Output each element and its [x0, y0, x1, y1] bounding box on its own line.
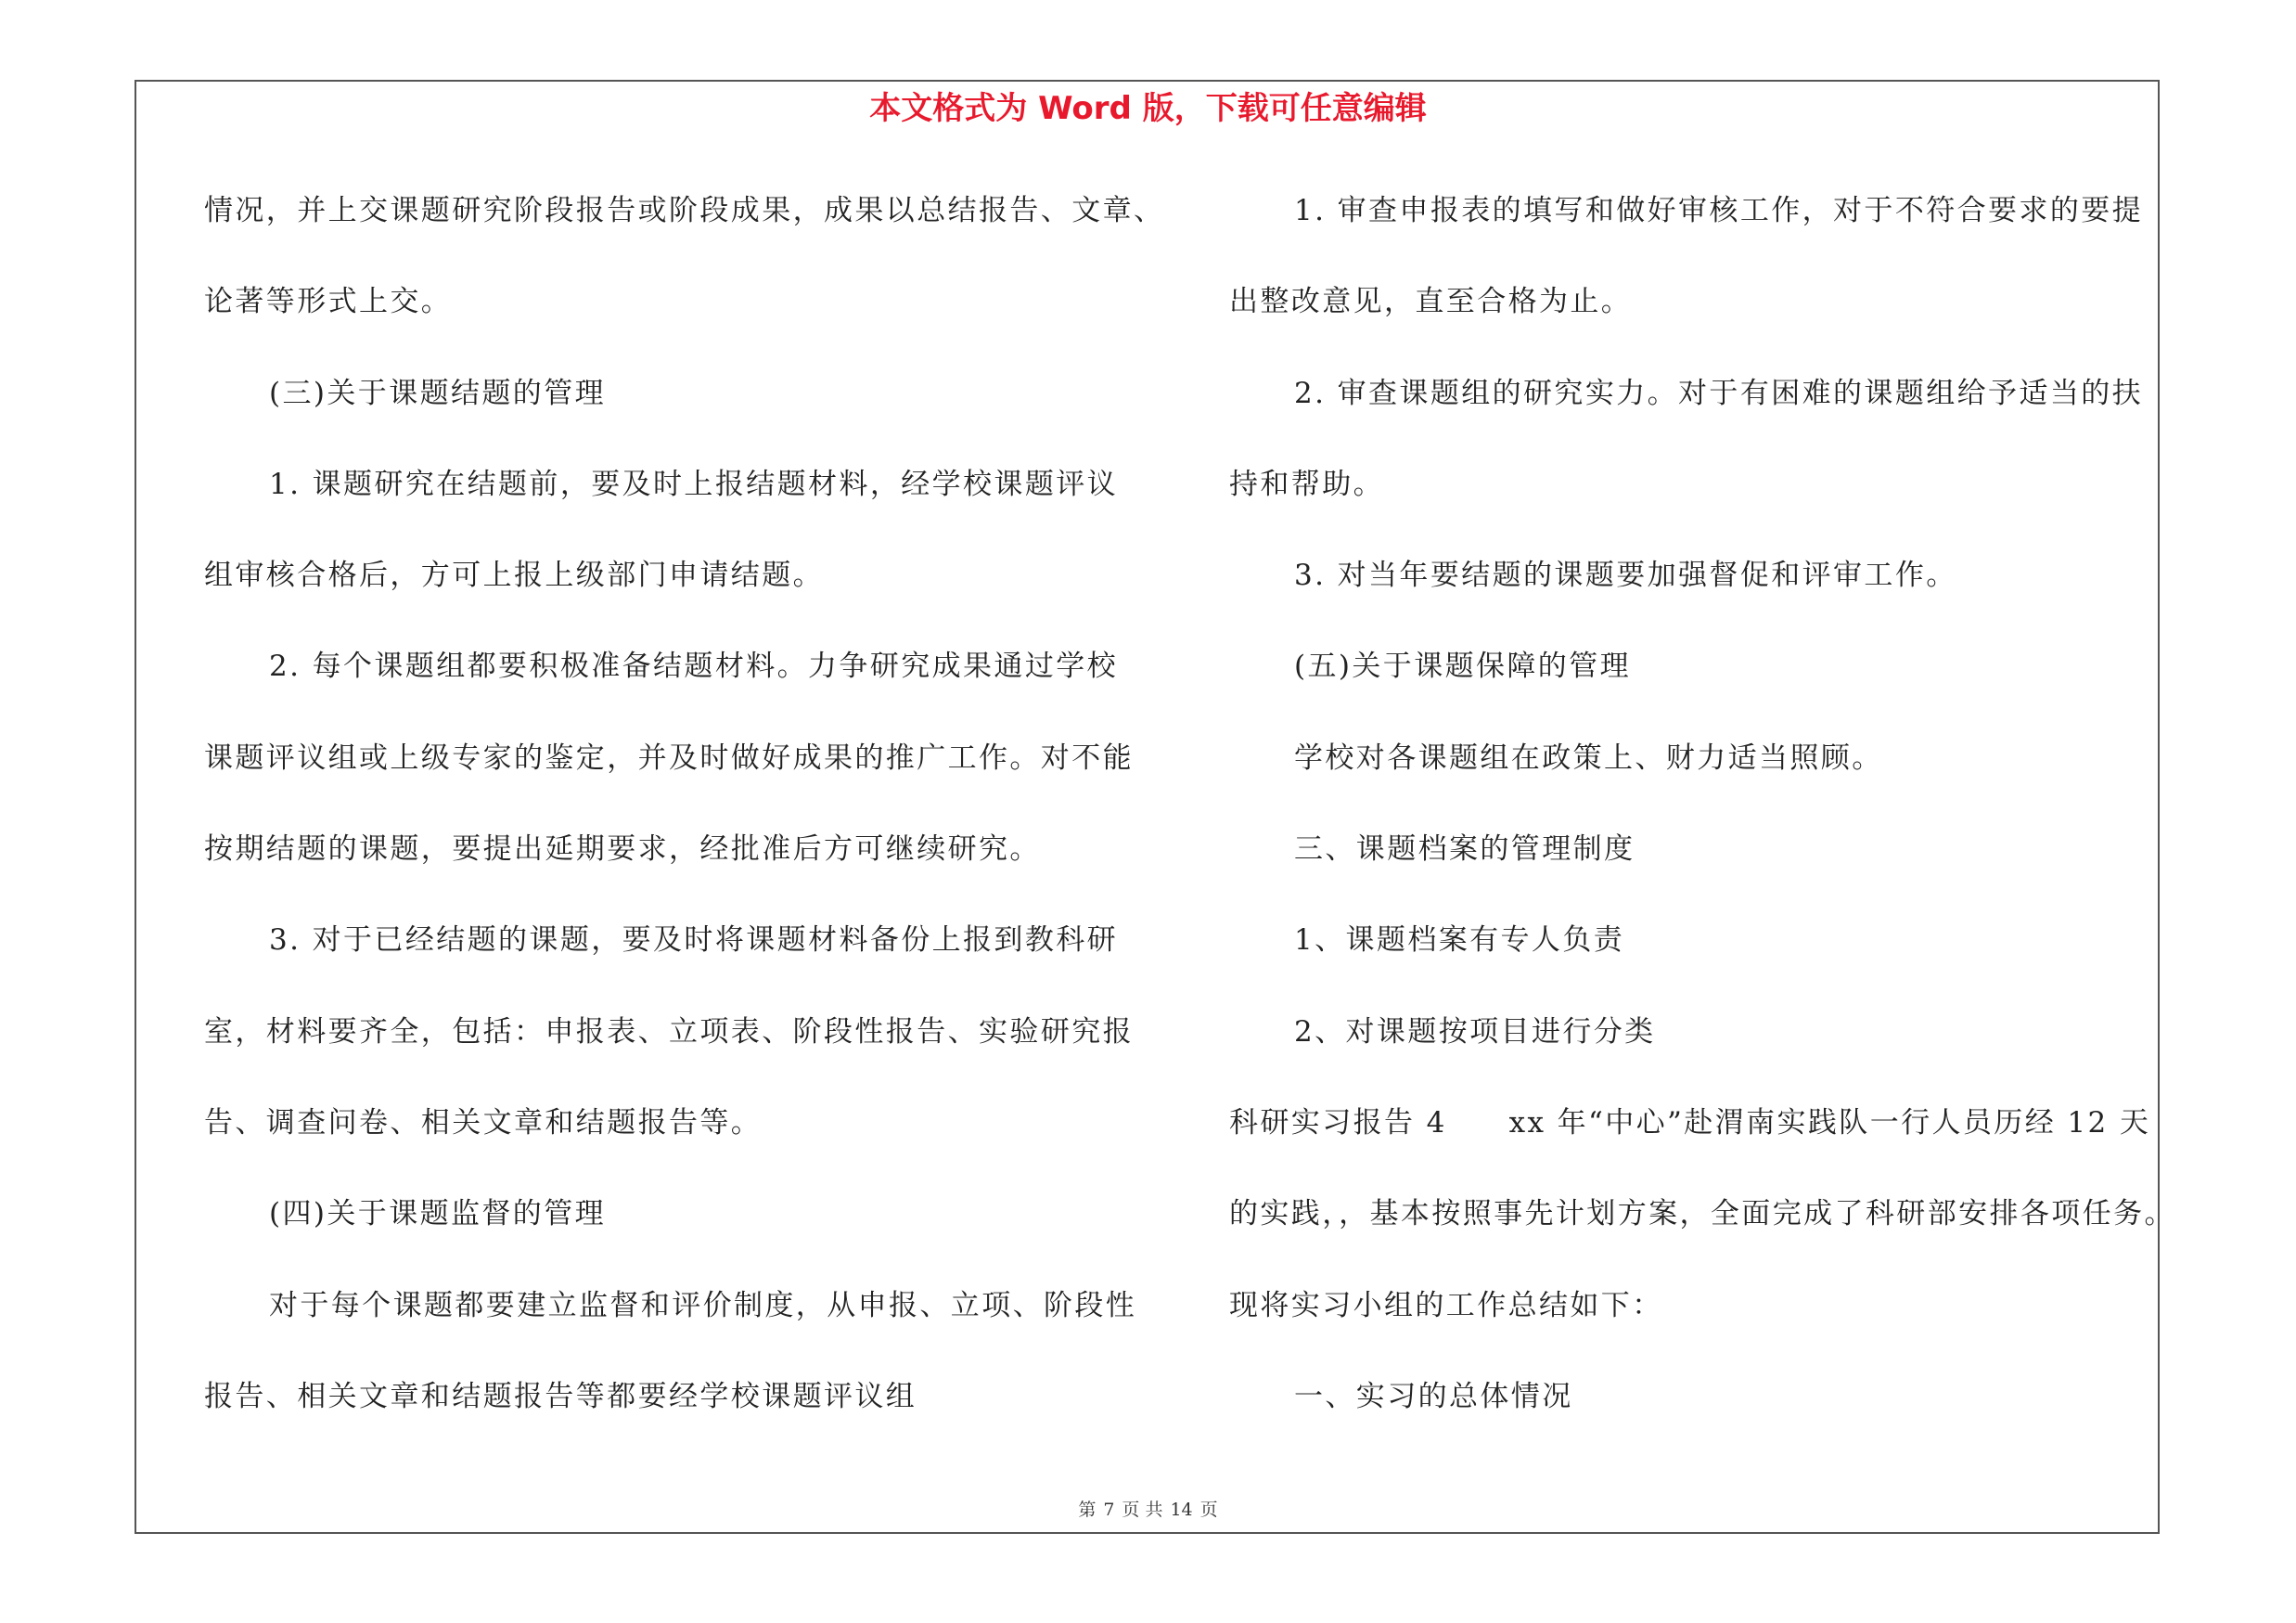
right-column — [1229, 183, 2175, 1460]
text-line: 情况，并上交课题研究阶段报告或阶段成果，成果以总结报告、文章、 — [204, 194, 1165, 227]
page-number-footer — [0, 1496, 2296, 1521]
text-line: 2. 审查课题组的研究实力。对于有困难的课题组给予适当的扶 — [1294, 376, 2144, 410]
text-line: 组审核合格后，方可上报上级部门申请结题。 — [204, 559, 824, 593]
report-title-line: 科研实习报告 4 xx 年“中心”赴渭南实践队一行人员历经 12 天 — [1229, 1105, 2151, 1140]
section-heading: (五)关于课题保障的管理 — [1294, 650, 1631, 684]
text-line: 学校对各课题组在政策上、财力适当照顾。 — [1294, 741, 1883, 775]
text-line: 3. 对当年要结题的课题要加强督促和评审工作。 — [1294, 559, 1957, 593]
footer-mid: 页 共 — [1122, 1500, 1163, 1520]
text-line: 按期结题的课题，要提出延期要求，经批准后方可继续研究。 — [204, 832, 1041, 867]
text-line: 对于每个课题都要建立监督和评价制度，从申报、立项、阶段性 — [269, 1288, 1137, 1322]
total-pages: 14 — [1170, 1500, 1193, 1520]
footer-prefix: 第 — [1078, 1500, 1097, 1520]
text-line: 论著等形式上交。 — [204, 285, 453, 319]
section-heading: (四)关于课题监督的管理 — [269, 1197, 606, 1231]
text-line: 现将实习小组的工作总结如下： — [1229, 1288, 1663, 1322]
text-line: 1、课题档案有专人负责 — [1294, 923, 1625, 958]
text-line: 1. 课题研究在结题前，要及时上报结题材料，经学校课题评议 — [269, 467, 1119, 501]
section-heading: 一、实习的总体情况 — [1294, 1379, 1573, 1413]
section-heading: 三、课题档案的管理制度 — [1294, 832, 1635, 867]
text-line: 2、对课题按项目进行分类 — [1294, 1014, 1656, 1049]
text-line: 告、调查问卷、相关文章和结题报告等。 — [204, 1105, 763, 1140]
text-line: 持和帮助。 — [1229, 467, 1384, 501]
text-line: 报告、相关文章和结题报告等都要经学校课题评议组 — [204, 1379, 917, 1413]
text-line: 课题评议组或上级专家的鉴定，并及时做好成果的推广工作。对不能 — [204, 741, 1134, 775]
text-line: 的实践，，基本按照事先计划方案，全面完成了科研部安排各项任务。 — [1229, 1197, 2175, 1231]
footer-suffix: 页 — [1199, 1500, 1218, 1520]
text-line: 2. 每个课题组都要积极准备结题材料。力争研究成果通过学校 — [269, 650, 1119, 684]
text-line: 1. 审查申报表的填写和做好审核工作，对于不符合要求的要提 — [1294, 194, 2144, 227]
current-page: 7 — [1103, 1500, 1115, 1520]
left-column — [204, 183, 1165, 1460]
text-line: 3. 对于已经结题的课题，要及时将课题材料备份上报到教科研 — [269, 923, 1119, 958]
section-heading: (三)关于课题结题的管理 — [269, 376, 606, 410]
text-line: 出整改意见，直至合格为止。 — [1229, 285, 1633, 319]
text-line: 室，材料要齐全，包括：申报表、立项表、阶段性报告、实验研究报 — [204, 1014, 1134, 1049]
format-banner: 本文格式为 Word 版，下载可任意编辑 — [869, 90, 1427, 127]
